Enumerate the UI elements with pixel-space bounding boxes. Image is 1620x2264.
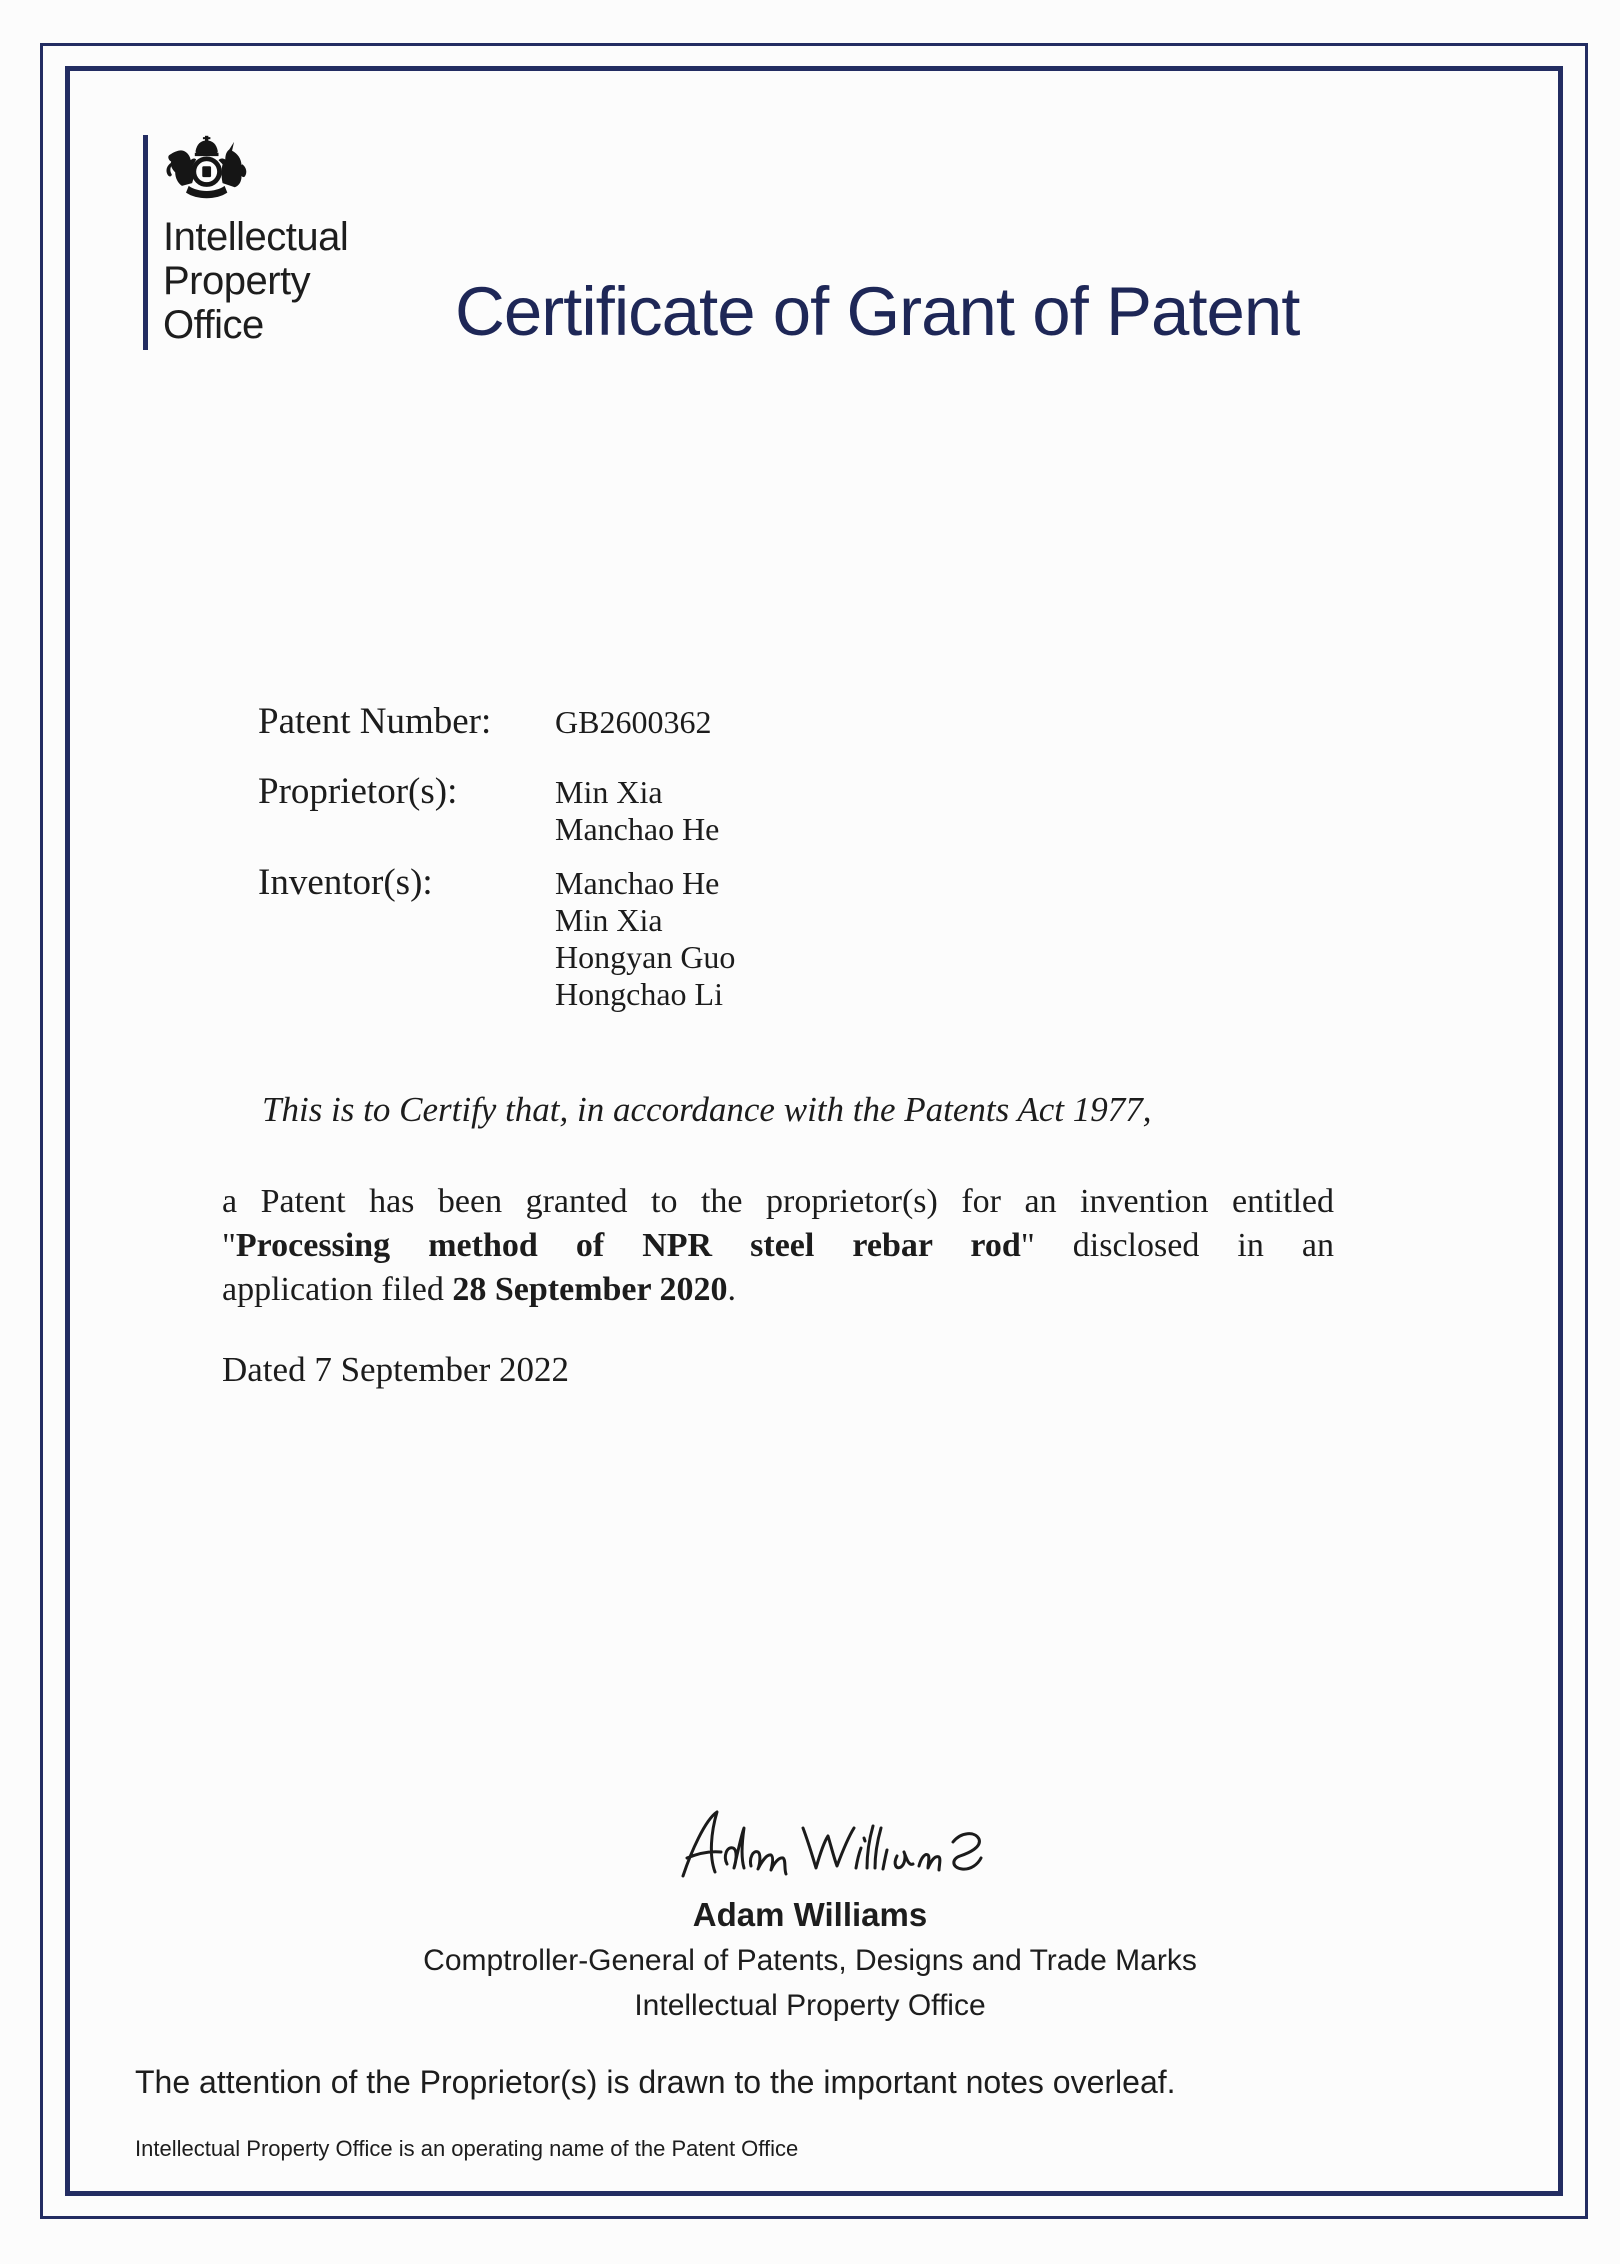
operating-name-note: Intellectual Property Office is an operating name of the Patent Office <box>135 2136 799 2161</box>
patent-number-value: GB2600362 <box>555 704 712 740</box>
field-proprietors <box>258 770 719 848</box>
field-value <box>555 700 711 743</box>
close-quote: " <box>1020 1227 1035 1264</box>
field-inventors <box>258 861 735 1013</box>
field-value <box>555 770 719 848</box>
grant-text: application filed <box>222 1271 453 1308</box>
grant-paragraph-line2 <box>222 1224 1334 1268</box>
inventor-name: Min Xia <box>555 902 663 938</box>
ipo-logo-line: Property <box>163 259 311 303</box>
field-label: Inventor(s): <box>258 862 433 903</box>
field-value <box>555 861 735 1013</box>
ipo-logo-wordmark <box>163 215 348 347</box>
certify-line: This is to Certify that, in accordance with the Patents Act 1977, <box>262 1090 1152 1129</box>
royal-coat-of-arms-icon <box>163 135 251 207</box>
filing-date: 28 September 2020 <box>452 1271 728 1308</box>
signatory-name: Adam Williams <box>692 1896 928 1933</box>
grant-paragraph-line3 <box>222 1268 1334 1312</box>
signatory-role: Comptroller-General of Patents, Designs and Trade Marks <box>423 1944 1197 1977</box>
field-patent-number <box>258 700 711 743</box>
grant-text: . <box>727 1271 736 1308</box>
grant-text: disclosed in an <box>1034 1227 1334 1264</box>
certificate-title: Certificate of Grant of Patent <box>455 273 1300 350</box>
inventor-name: Hongyan Guo <box>555 939 736 975</box>
ipo-logo <box>143 135 348 350</box>
dated-line: Dated 7 September 2022 <box>222 1350 569 1389</box>
grant-paragraph-line1 <box>222 1180 1334 1224</box>
signatory-organisation: Intellectual Property Office <box>634 1989 986 2022</box>
ipo-logo-line: Intellectual <box>163 215 349 259</box>
grant-text: a Patent has been granted to the proprietor(s) for an invention entitled <box>222 1183 1334 1220</box>
signatory-block <box>0 1896 1620 2023</box>
ipo-logo-line: Office <box>163 303 264 347</box>
open-quote: " <box>222 1227 236 1264</box>
field-label: Patent Number: <box>258 701 492 742</box>
signature-handwriting-icon <box>665 1798 985 1898</box>
grant-paragraph <box>222 1180 1334 1312</box>
field-label: Proprietor(s): <box>258 771 458 812</box>
invention-title: Processing method of NPR steel rebar rod <box>235 1227 1021 1264</box>
proprietor-name: Manchao He <box>555 811 720 847</box>
attention-note: The attention of the Proprietor(s) is drawn to the important notes overleaf. <box>135 2064 1176 2100</box>
inventor-name: Manchao He <box>555 865 720 901</box>
inventor-name: Hongchao Li <box>555 976 723 1012</box>
proprietor-name: Min Xia <box>555 774 663 810</box>
